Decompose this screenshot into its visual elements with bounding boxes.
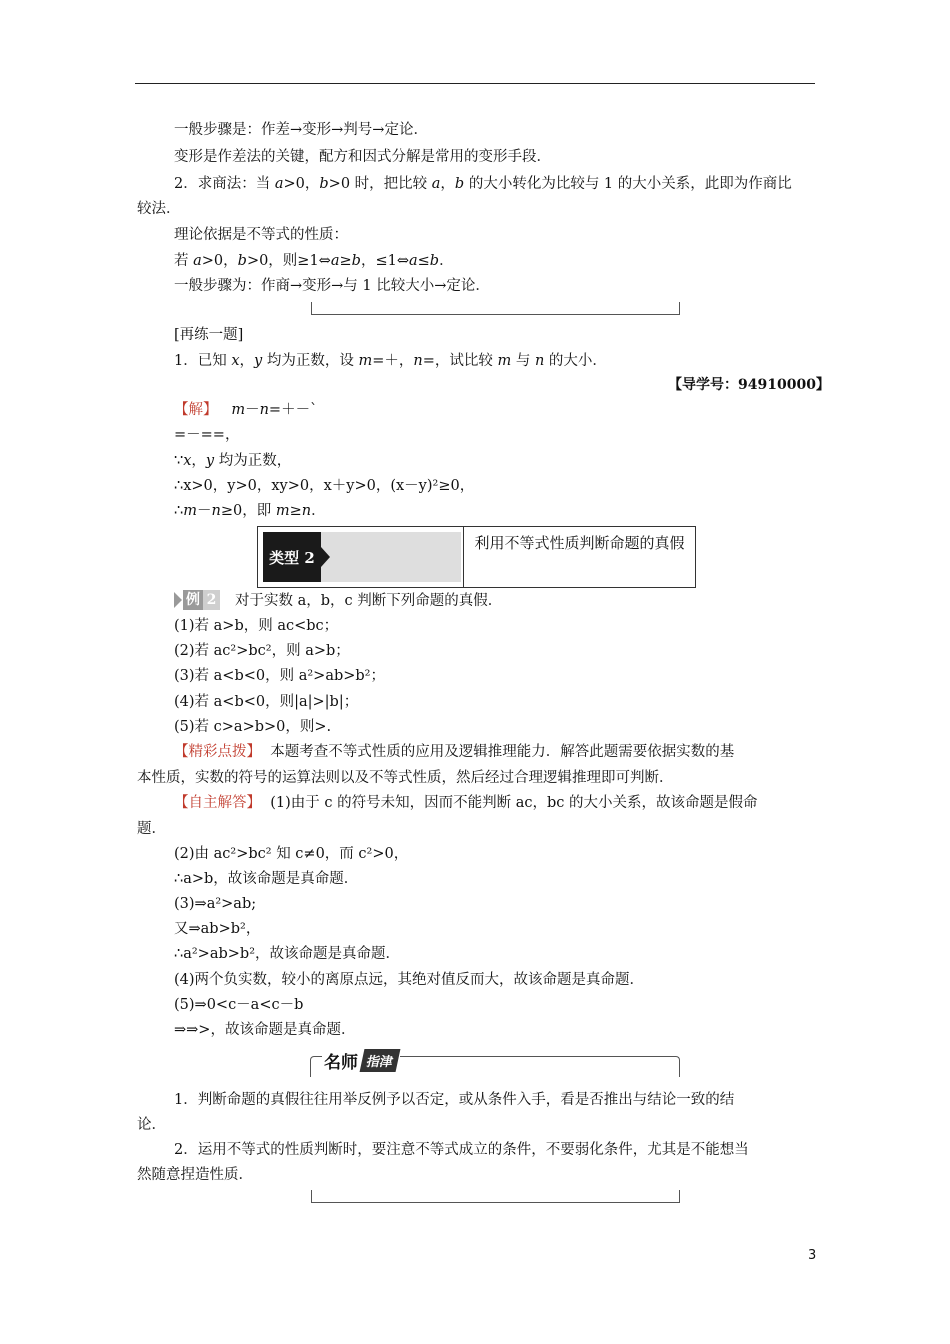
text-line: 一般步骤是：作差→变形→判号→定论． — [174, 122, 428, 138]
page-number: 3 — [808, 1248, 817, 1263]
teacher-badge-main: 名师 — [324, 1052, 358, 1073]
answer-line: (5)⇒0<c－a<c－b — [174, 997, 304, 1013]
solution-tag: 【解】 — [174, 402, 218, 418]
teacher-text: 然随意捏造性质． — [137, 1167, 253, 1183]
example-badge-number: 2 — [203, 590, 220, 610]
type-badge: 类型 2 — [263, 532, 321, 582]
example-arrow-icon — [174, 592, 182, 608]
header-rule — [135, 83, 815, 84]
teacher-badge-sub: 指津 — [360, 1049, 401, 1072]
solution-line: =－==， — [174, 427, 240, 443]
type-badge-panel — [263, 532, 461, 582]
type-arrow-icon — [321, 547, 330, 567]
answer-line: ∴a>b，故该命题是真命题． — [174, 871, 359, 887]
text-line: 理论依据是不等式的性质： — [174, 227, 348, 243]
answer-line: ⇒⇒>，故该命题是真命题． — [174, 1022, 356, 1038]
answer-line: 题． — [137, 821, 166, 837]
answer-line: 又⇒ab>b²， — [174, 921, 261, 937]
answer-line: (3)⇒a²>ab; — [174, 896, 257, 912]
type-heading-box — [257, 526, 696, 588]
example-prompt: 对于实数 a，b，c 判断下列命题的真假． — [235, 593, 503, 609]
text-line: 较法． — [137, 201, 181, 217]
answer-line: (4)两个负实数，较小的离原点远，其绝对值反而大，故该命题是真命题． — [174, 972, 645, 988]
example-item: (5)若 c>a>b>0，则>. — [174, 719, 332, 735]
teacher-text: 2．运用不等式的性质判断时，要注意不等式成立的条件，不要弱化条件，尤其是不能想当 — [174, 1142, 749, 1158]
teacher-text: 论． — [137, 1117, 166, 1133]
solution-line: ∵x，y 均为正数， — [174, 453, 292, 469]
section-end-bracket — [311, 302, 680, 315]
example-badge — [174, 590, 226, 610]
teacher-end-bracket — [311, 1190, 680, 1203]
text-line: 若 a>0，b>0，则≥1⇔a≥b，≤1⇔a≤b． — [174, 253, 454, 269]
type-title: 利用不等式性质判断命题的真假 — [474, 534, 685, 552]
example-item: (4)若 a<b<0，则|a|>|b|； — [174, 694, 359, 710]
hint-line: 本性质，实数的符号的运算法则以及不等式性质，然后经过合理逻辑推理即可判断． — [137, 770, 674, 786]
solution-line: ∴x>0，y>0，xy>0，x＋y>0，(x－y)²≥0， — [174, 478, 475, 494]
solution-line: ∴m－n≥0，即 m≥n． — [174, 503, 326, 519]
practice-question: 1．已知 x，y 均为正数，设 m=＋，n=，试比较 m 与 n 的大小． — [174, 353, 607, 369]
guide-number: 【导学号：94910000】 — [668, 377, 830, 393]
answer-tag: 【自主解答】 — [174, 795, 261, 811]
example-item: (2)若 ac²>bc²，则 a>b； — [174, 643, 350, 659]
text-line: 2．求商法：当 a>0，b>0 时，把比较 a，b 的大小转化为比较与 1 的大小关系，此即为作商比 — [174, 176, 792, 192]
hint-tag: 【精彩点拨】 — [174, 744, 261, 760]
hint-line: 【精彩点拨】 本题考查不等式性质的应用及逻辑推理能力．解答此题需要依据实数的基 — [174, 744, 735, 760]
example-badge-text: 例 — [183, 590, 203, 610]
example-item: (1)若 a>b，则 ac<bc； — [174, 618, 339, 634]
example-item: (3)若 a<b<0，则 a²>ab>b²； — [174, 668, 385, 684]
answer-line: (2)由 ac²>bc² 知 c≠0，而 c²>0， — [174, 846, 409, 862]
solution-line: 【解】 m－n=＋－` — [174, 402, 318, 418]
answer-line: 【自主解答】 (1)由于 c 的符号未知，因而不能判断 ac，bc 的大小关系，故该命题是假命 — [174, 795, 758, 811]
teacher-badge — [322, 1048, 400, 1072]
teacher-text: 1．判断命题的真假往往用举反例予以否定，或从条件入手，看是否推出与结论一致的结 — [174, 1092, 735, 1108]
text-line: 一般步骤为：作商→变形→与 1 比较大小→定论． — [174, 278, 490, 294]
practice-heading: [再练一题] — [174, 327, 244, 343]
text-line: 变形是作差法的关键，配方和因式分解是常用的变形手段． — [174, 149, 551, 165]
answer-line: ∴a²>ab>b²，故该命题是真命题． — [174, 946, 401, 962]
